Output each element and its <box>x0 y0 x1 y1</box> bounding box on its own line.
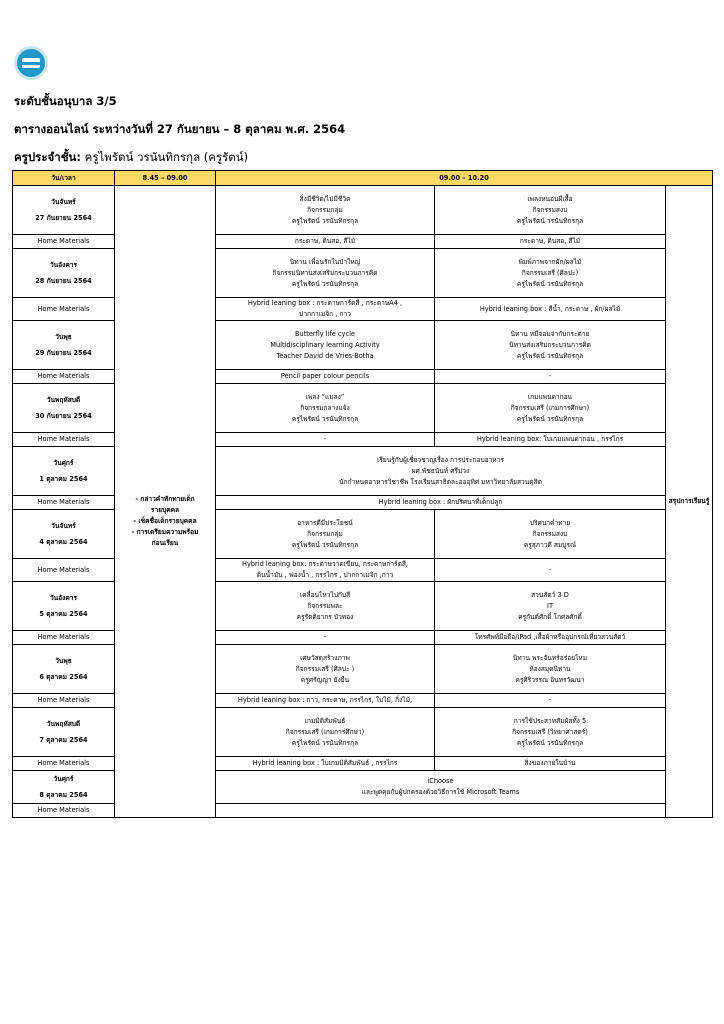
material-line: Hybrid leaning box: กระดาษวาดเขียน, กระดาษการ์ดสี, <box>242 560 408 568</box>
home-materials-label: Home Materials <box>13 370 115 384</box>
day-date: 30 กันยายน 2564 <box>35 412 92 420</box>
home-materials-cell <box>435 235 666 249</box>
material-line: - <box>323 633 327 641</box>
home-materials-cell <box>435 298 666 321</box>
prep-column <box>115 186 216 818</box>
material-line: Hybrid leaning box : ใบเกมมิติสัมพันธ์ , กรรไกร <box>252 759 398 767</box>
home-materials-cell <box>435 694 666 708</box>
activity-line: ครูศิริวรรณ อินทรวัฒนา <box>515 675 585 684</box>
activity-line: นิทาน หมีจอมจ่ากับกระต่าย <box>510 329 590 338</box>
day-cell <box>13 384 115 433</box>
material-line: Hybrid leaning box: ใบเกมแพนดากอน , กรรไกร <box>476 435 624 443</box>
activity-line: เพลง “แมลง” <box>305 392 345 401</box>
logo-band <box>20 62 42 65</box>
day-name: วันจันทร์ <box>51 198 76 206</box>
prep-item: ก่อนเรียน <box>151 539 179 547</box>
header-day-time: วัน/เวลา <box>13 171 115 186</box>
activity-line: และพูดคุยกับผู้ปกครองด้วยวิธีการใช้ Microsoft Teams <box>361 788 520 796</box>
activity-line: Teacher David de Vries-Botha <box>276 351 374 360</box>
activity-line: กิจกรรมเสรี (วิทยาศาสตร์) <box>512 727 588 736</box>
material-line: - <box>548 565 552 574</box>
prep-item: - กล่าวคำทักทายเด็ก <box>135 495 195 503</box>
school-logo-icon <box>14 46 48 80</box>
activity-line: กิจกรรมกลุ่ม <box>307 205 343 214</box>
schedule-table <box>12 170 713 818</box>
activity-cell <box>435 321 666 370</box>
day-cell <box>13 249 115 298</box>
activity-line: พิมพ์ภาพจากผัก/ผลไม้ <box>518 257 582 266</box>
home-materials-label: Home Materials <box>13 298 115 321</box>
material-line: Pencil paper colour pencils <box>280 372 370 380</box>
day-date: 29 กันยายน 2564 <box>35 349 92 357</box>
class-level-title: ระดับชั้นอนุบาล 3/5 <box>14 94 117 108</box>
home-materials-label: Home Materials <box>13 235 115 249</box>
activity-line: อาหารดีมีประโยชน์ <box>297 518 353 527</box>
activity-line: กิจกรรมพละ <box>307 601 343 610</box>
activity-line: ครูไพรัตน์ วรนันทิกรกุล <box>516 414 584 423</box>
home-materials-label: Home Materials <box>13 433 115 447</box>
day-date: 1 ตุลาคม 2564 <box>39 475 88 483</box>
material-line: สิ่งของภายในบ้าน <box>524 759 576 767</box>
activity-cell <box>216 186 435 235</box>
activity-line: ห้องสมุดนิทาน <box>529 664 571 673</box>
teacher-label: ครูประจำชั้น: <box>14 150 81 164</box>
day-date: 27 กันยายน 2564 <box>35 214 92 222</box>
activity-line: ผศ.พัชธนันท์ ศรีม่วง <box>411 466 470 475</box>
activity-cell <box>216 510 435 559</box>
home-materials-cell <box>435 370 666 384</box>
schedule-title: ตารางออนไลน์ ระหว่างวันที่ 27 กันยายน – 8 ตุลาคม พ.ศ. 2564 <box>14 122 346 136</box>
homeroom-teacher <box>14 149 248 167</box>
material-line: - <box>548 696 552 704</box>
activity-line: นิทาน พระจันทร์อร่อยไหม <box>512 653 588 662</box>
home-materials-label: Home Materials <box>13 559 115 582</box>
material-line: Hybrid leaning box : กาว, กระดาษ, กรรไกร, ใบไม้, กิ่งไม้, <box>237 696 413 704</box>
activity-cell <box>435 645 666 694</box>
home-materials-cell <box>216 370 435 384</box>
day-cell <box>13 708 115 757</box>
day-cell <box>13 321 115 370</box>
day-date: 4 ตุลาคม 2564 <box>39 538 88 546</box>
prep-item: รายบุคคล <box>150 506 180 514</box>
material-line: กระดาษ, ดินสอ, สีไม้ <box>519 237 581 245</box>
material-line: Hybrid leaning box : กระดาษการ์ดสี , กระดาษA4 , <box>247 299 403 307</box>
activity-cell <box>216 645 435 694</box>
day-cell <box>13 645 115 694</box>
activity-line: เรียนรู้กับผู้เชี่ยวชาญเรื่อง การประกอบอาหาร <box>377 455 504 464</box>
activity-line: กิจกรรมเสรี (เกมการศึกษา) <box>510 403 590 412</box>
activity-line: เศษวัสดุสร้างภาพ <box>300 653 350 662</box>
day-cell <box>13 447 115 496</box>
activity-line: ครูไพรัตน์ วรนันทิกรกุล <box>291 738 359 747</box>
header-slot-1: 8.45 – 09.00 <box>115 171 216 186</box>
activity-line: iChoose <box>427 777 454 785</box>
activity-cell <box>435 249 666 298</box>
day-name: วันอังคาร <box>49 261 78 269</box>
home-materials-cell <box>216 235 435 249</box>
activity-line: กิจกรรมนิทานส่งเสริมกระบวนการคิด <box>272 268 378 277</box>
day-date: 8 ตุลาคม 2564 <box>39 791 88 799</box>
activity-cell <box>216 582 435 631</box>
home-materials-cell <box>435 631 666 645</box>
home-materials-label: Home Materials <box>13 631 115 645</box>
activity-line: ครูศรัญญา ยังยืน <box>300 675 350 684</box>
day-name: วันพุธ <box>55 657 72 665</box>
activity-line: กิจกรรมเสรี (ศิลปะ ) <box>295 664 355 673</box>
day-name: วันพฤหัสบดี <box>46 396 81 404</box>
activity-cell <box>216 447 666 496</box>
activity-line: เคลื่อนไหวไปกับสี <box>299 590 351 599</box>
day-cell <box>13 771 115 804</box>
home-materials-cell <box>216 804 666 818</box>
home-materials-cell <box>216 298 435 321</box>
activity-line: Multidisciplinary learning Activity <box>270 340 380 349</box>
activity-line: ครูไพรัตน์ วรนันทิกรกุล <box>516 738 584 747</box>
material-line: กระดาษ, ดินสอ, สีไม้ <box>294 237 356 245</box>
activity-line: สวนสัตว์ 3 D <box>531 590 569 599</box>
activity-cell <box>216 771 666 804</box>
teacher-name: ครูไพรัตน์ วรนันทิกรกุล (ครูรัตน์) <box>80 150 249 164</box>
day-name: วันพฤหัสบดี <box>46 720 81 728</box>
day-date: 6 ตุลาคม 2564 <box>39 673 88 681</box>
activity-line: กิจกรรมกลุ่ม <box>307 529 343 538</box>
day-name: วันศุกร์ <box>53 459 74 467</box>
day-cell <box>13 510 115 559</box>
home-materials-label: Home Materials <box>13 757 115 771</box>
day-name: วันศุกร์ <box>53 775 74 783</box>
day-date: 28 กันยายน 2564 <box>35 277 92 285</box>
activity-line: ครูไพรัตน์ วรนันทิกรกุล <box>291 414 359 423</box>
activity-line: ครูไพรัตน์ วรนันทิกรกุล <box>516 279 584 288</box>
home-materials-cell <box>216 631 435 645</box>
day-row <box>13 186 713 235</box>
activity-line: เกมมิติสัมพันธ์ <box>304 716 346 725</box>
activity-cell <box>435 510 666 559</box>
activity-line: กิจกรรมสงบ <box>532 529 568 538</box>
activity-line: กิจกรรมสงบ <box>532 205 568 214</box>
activity-line: ครูไพรัตน์ วรนันทิกรกุล <box>291 540 359 549</box>
activity-line: นักกำหนดอาหารวิชาชีพ โรงเรียนสาธิตละอออุทิศ มหาวิทยาลัยสวนดุสิต <box>339 477 542 486</box>
home-materials-label: Home Materials <box>13 804 115 818</box>
activity-cell <box>435 186 666 235</box>
activity-line: Butterfly life cycle <box>295 329 355 338</box>
day-name: วันอังคาร <box>49 594 78 602</box>
activity-line: ครูไพรัตน์ วรนันทิกรกุล <box>291 279 359 288</box>
activity-line: นิทาน เพื่อนรักในป่าใหญ่ <box>289 257 361 266</box>
activity-cell <box>216 708 435 757</box>
prep-item: - การเตรียมความพร้อม <box>131 528 199 536</box>
material-line: - <box>548 372 552 380</box>
day-cell <box>13 186 115 235</box>
activity-line: สิ่งมีชีวิต/ไม่มีชีวิต <box>299 194 351 203</box>
prep-item: - เช็คชื่อเด็กรายบุคคล <box>133 517 197 525</box>
activity-line: ครูไพรัตน์ วรนันทิกรกุล <box>516 351 584 360</box>
activity-cell <box>435 708 666 757</box>
activity-line: การใช้ประสาทสัมผัสทั้ง 5 <box>513 716 587 725</box>
activity-line: ครูไพรัตน์ วรนันทิกรกุล <box>516 216 584 225</box>
activity-cell <box>216 321 435 370</box>
material-line: - <box>323 435 327 443</box>
table-header-row <box>13 171 713 186</box>
activity-line: นิทานส่งเสริมกระบวนการคิด <box>509 340 591 349</box>
material-line: Hybrid leaning box : สีน้ำ, กระดาษ , ผัก/ผลไม้ <box>479 304 621 313</box>
activity-line: เกมแพนดากอน <box>527 392 573 401</box>
home-materials-label: Home Materials <box>13 496 115 510</box>
activity-line: เพลงหนอนผีเสื้อ <box>527 194 573 203</box>
day-name: วันจันทร์ <box>51 522 76 530</box>
day-cell <box>13 582 115 631</box>
activity-line: กิจกรรมเสรี (เกมการศึกษา) <box>285 727 365 736</box>
header-slot-2: 09.00 – 10.20 <box>216 171 713 186</box>
activity-line: ครูสุภาวดี สมบูรณ์ <box>523 540 577 549</box>
home-materials-cell <box>435 559 666 582</box>
activity-line: ปริศนาคำทาย <box>529 518 571 527</box>
home-materials-cell <box>216 559 435 582</box>
activity-cell <box>435 384 666 433</box>
activity-cell <box>216 249 435 298</box>
home-materials-cell <box>216 694 435 708</box>
activity-line: ครูรัตติยากร บัวทอง <box>296 612 354 621</box>
home-materials-cell <box>216 433 435 447</box>
home-materials-cell <box>435 433 666 447</box>
activity-line: กิจกรรมเสรี (ศิลปะ) <box>521 268 579 277</box>
activity-line: IT <box>547 601 553 610</box>
activity-cell <box>216 384 435 433</box>
home-materials-label: Home Materials <box>13 694 115 708</box>
summary-column: สรุปการเรียนรู้ <box>666 186 713 818</box>
day-name: วันพุธ <box>55 333 72 341</box>
day-date: 5 ตุลาคม 2564 <box>39 610 88 618</box>
activity-line: กิจกรรมกลางแจ้ง <box>300 403 350 412</box>
day-date: 7 ตุลาคม 2564 <box>39 736 88 744</box>
home-materials-cell <box>216 757 435 771</box>
activity-line: ครูกันต์ศักดิ์ โกศลศักดิ์ <box>518 612 582 621</box>
activity-line: ครูไพรัตน์ วรนันทิกรกุล <box>291 216 359 225</box>
home-materials-cell <box>435 757 666 771</box>
material-line: โทรศัพท์มือถือ/iPad ,เสื้อผ้าหรืออุปกรณ์เที่ยวสวนสัตว์ <box>474 633 626 641</box>
activity-cell <box>435 582 666 631</box>
home-materials-cell: Hybrid leaning box : ผักปริศนาที่เด็กปลูก <box>216 496 666 510</box>
material-line: ปากกาเมจิก , กาว <box>299 310 351 318</box>
material-line: ดินน้ำมัน , ฟองน้ำ , กรรไกร , ปากกาเมจิก ,กาว <box>256 571 394 579</box>
